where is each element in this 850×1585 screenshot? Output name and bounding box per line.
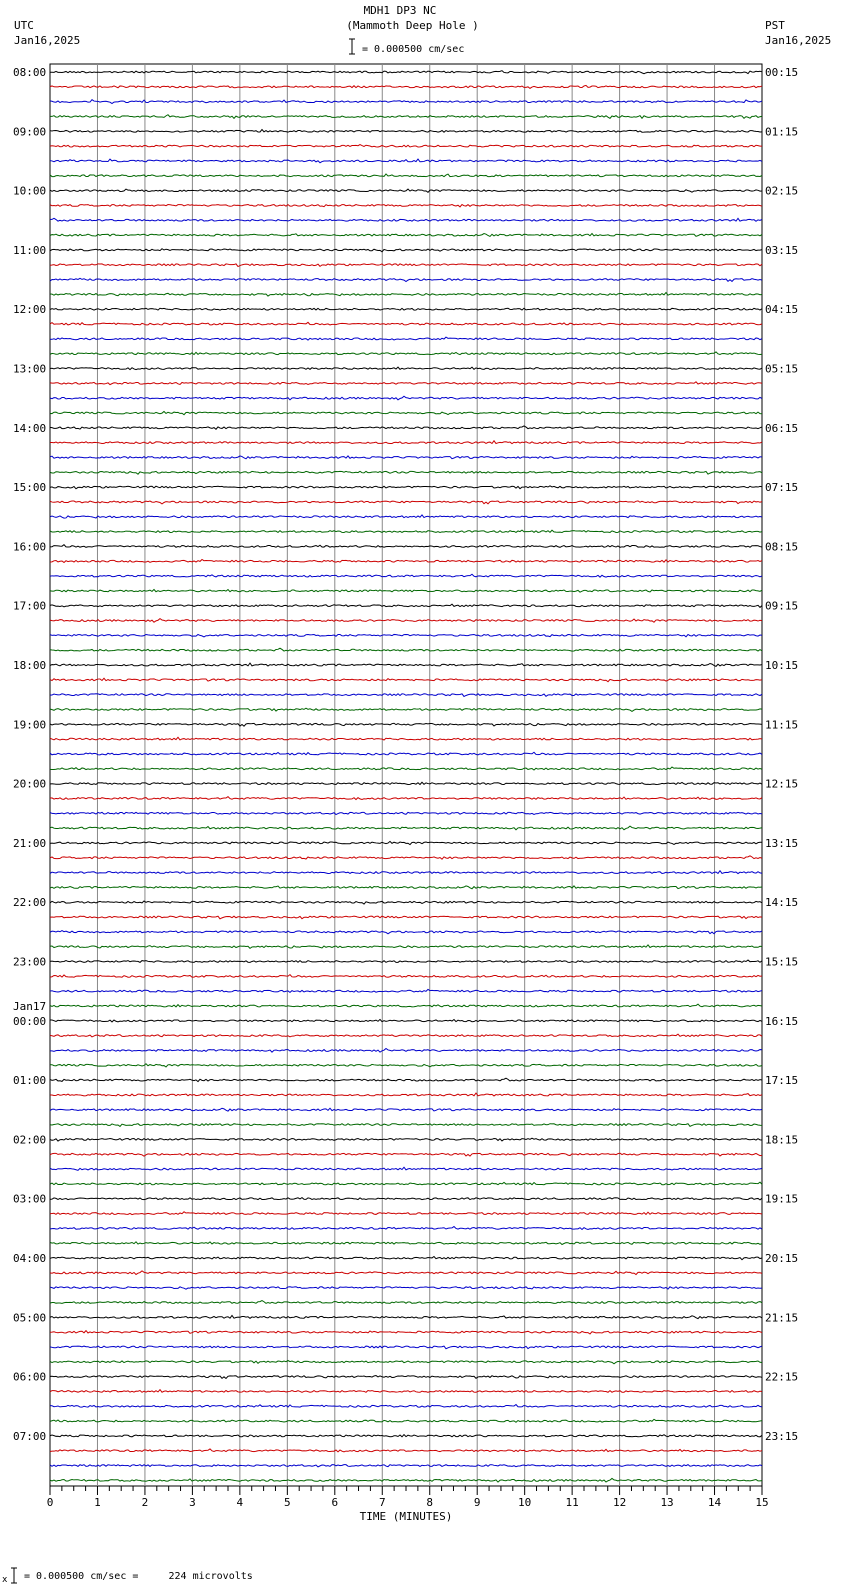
utc-hour-label: 22:00	[13, 896, 47, 910]
utc-hour-label: 15:00	[13, 481, 47, 495]
seismic-trace	[50, 441, 762, 444]
footer-mark: x	[2, 1575, 8, 1585]
utc-hour-label: 08:00	[13, 66, 47, 79]
pst-hour-label: 13:15	[765, 836, 799, 850]
utc-hour-label: 10:00	[13, 184, 47, 198]
pst-hour-label: 01:15	[765, 125, 799, 139]
utc-hour-label: 19:00	[13, 718, 47, 732]
x-axis-label: TIME (MINUTES)	[359, 1510, 453, 1523]
seismic-trace	[50, 604, 762, 607]
seismic-trace	[50, 797, 762, 800]
seismic-trace	[50, 1361, 762, 1364]
seismic-trace	[50, 471, 762, 474]
seismic-trace	[50, 1346, 762, 1349]
seismic-trace	[50, 145, 762, 147]
seismic-trace	[50, 886, 762, 889]
seismic-trace	[50, 1315, 762, 1318]
pst-hour-label: 15:15	[765, 955, 799, 969]
seismic-trace	[50, 916, 762, 919]
pst-hour-label: 04:15	[765, 303, 799, 317]
seismic-trace	[50, 767, 762, 770]
utc-hour-label: 00:00	[13, 1014, 47, 1028]
seismic-trace	[50, 100, 762, 104]
seismic-trace	[50, 1435, 762, 1437]
seismic-trace	[50, 737, 762, 740]
seismic-trace	[50, 456, 762, 459]
seismic-trace	[50, 826, 762, 830]
x-tick-label: 1	[94, 1496, 101, 1509]
seismic-trace	[50, 189, 762, 192]
seismic-trace	[50, 1182, 762, 1185]
seismic-trace	[50, 174, 762, 177]
pst-hour-label: 22:15	[765, 1370, 799, 1384]
seismic-trace	[50, 752, 762, 755]
seismic-trace	[50, 218, 762, 221]
seismic-trace	[50, 1227, 762, 1230]
pst-hour-label: 03:15	[765, 243, 799, 257]
seismic-trace	[50, 871, 762, 874]
seismic-trace	[50, 382, 762, 385]
seismic-trace	[50, 931, 762, 934]
seismic-trace	[50, 856, 762, 859]
seismic-trace	[50, 352, 762, 355]
pst-hour-label: 10:15	[765, 659, 799, 672]
seismic-trace	[50, 130, 762, 133]
utc-hour-label: 05:00	[13, 1311, 47, 1325]
pst-hour-label: 18:15	[765, 1133, 799, 1147]
seismic-trace	[50, 1405, 762, 1408]
seismic-trace	[50, 1256, 762, 1259]
pst-hour-label: 21:15	[765, 1311, 799, 1325]
utc-hour-label: 16:00	[13, 540, 47, 554]
pst-hour-label: 23:15	[765, 1429, 799, 1443]
seismic-trace	[50, 559, 762, 562]
utc-hour-label: 01:00	[13, 1074, 47, 1088]
seismic-trace	[50, 1287, 762, 1289]
seismic-trace	[50, 1212, 762, 1215]
pst-hour-label: 05:15	[765, 362, 799, 376]
seismic-trace	[50, 1093, 762, 1096]
seismic-trace	[50, 322, 762, 325]
seismic-trace	[50, 634, 762, 636]
seismic-trace	[50, 619, 762, 623]
x-tick-label: 0	[46, 1496, 54, 1509]
seismic-trace	[50, 574, 762, 577]
utc-hour-label: 04:00	[13, 1252, 47, 1265]
seismic-trace	[50, 678, 762, 681]
x-tick-label: 15	[755, 1496, 769, 1509]
seismic-trace	[50, 782, 762, 784]
utc-hour-label: 03:00	[13, 1192, 47, 1206]
site-title: (Mammoth Deep Hole )	[346, 19, 479, 32]
x-tick-label: 11	[565, 1496, 579, 1509]
seismic-trace	[50, 723, 762, 726]
utc-hour-label: 13:00	[13, 362, 47, 376]
pst-hour-label: 02:15	[765, 184, 799, 198]
seismic-trace	[50, 85, 762, 88]
seismic-trace	[50, 841, 762, 844]
x-tick-label: 12	[612, 1496, 627, 1509]
pst-hour-label: 08:15	[765, 540, 799, 554]
seismic-trace	[50, 1419, 762, 1422]
seismic-trace	[50, 989, 762, 992]
pst-hour-label: 09:15	[765, 599, 799, 613]
seismic-trace	[50, 694, 762, 697]
seismic-trace	[50, 264, 762, 267]
seismic-trace	[50, 278, 762, 281]
seismic-trace	[50, 411, 762, 414]
pst-hour-label: 06:15	[765, 421, 799, 435]
seismic-trace	[50, 249, 762, 252]
seismic-trace	[50, 1019, 762, 1022]
seismic-trace	[50, 975, 762, 978]
seismic-trace	[50, 945, 762, 949]
seismic-trace	[50, 589, 762, 592]
seismic-trace	[50, 1064, 762, 1067]
utc-hour-label: 14:00	[13, 421, 47, 435]
seismic-trace	[50, 1390, 762, 1393]
x-tick-label: 2	[141, 1496, 149, 1509]
x-tick-label: 8	[426, 1496, 434, 1509]
utc-hour-label: 17:00	[13, 599, 47, 613]
seismic-trace	[50, 205, 762, 207]
seismic-trace	[50, 71, 762, 74]
seismic-trace	[50, 1078, 762, 1081]
right-timezone: PST	[765, 19, 785, 32]
pst-hour-label: 00:15	[765, 66, 799, 79]
x-tick-label: 7	[378, 1496, 386, 1509]
pst-hour-label: 16:15	[765, 1014, 799, 1028]
seismic-trace	[50, 1271, 762, 1275]
utc-hour-label: 06:00	[13, 1370, 47, 1384]
seismic-trace	[50, 515, 762, 518]
seismic-trace	[50, 115, 762, 119]
pst-hour-label: 11:15	[765, 718, 799, 732]
utc-hour-label: 20:00	[13, 777, 47, 791]
x-tick-label: 4	[236, 1496, 244, 1509]
seismic-trace	[50, 396, 762, 400]
scale-label: = 0.000500 cm/sec	[362, 44, 465, 55]
seismic-trace	[50, 1242, 762, 1245]
utc-hour-label: 02:00	[13, 1133, 47, 1147]
utc-hour-label: 12:00	[13, 303, 47, 317]
seismic-trace	[50, 367, 762, 370]
x-tick-label: 10	[518, 1496, 532, 1509]
seismic-trace	[50, 501, 762, 504]
seismic-trace	[50, 1198, 762, 1200]
seismic-trace	[50, 1376, 762, 1379]
seismic-trace	[50, 1004, 762, 1007]
utc-hour-label: 09:00	[13, 125, 47, 139]
seismic-trace	[50, 1449, 762, 1452]
seismic-trace	[50, 486, 762, 489]
seismic-trace	[50, 812, 762, 814]
seismic-trace	[50, 159, 762, 163]
station-title: MDH1 DP3 NC	[363, 4, 437, 17]
seismic-trace	[50, 708, 762, 711]
seismic-trace	[50, 308, 762, 310]
seismic-trace	[50, 648, 762, 651]
seismic-trace	[50, 1465, 762, 1467]
seismic-trace	[50, 1331, 762, 1334]
x-tick-label: 5	[284, 1496, 291, 1509]
x-tick-label: 3	[189, 1496, 196, 1509]
utc-hour-label: 11:00	[13, 243, 47, 257]
utc-hour-label: 07:00	[13, 1429, 47, 1443]
seismic-trace	[50, 1049, 762, 1053]
left-date: Jan16,2025	[14, 34, 81, 47]
seismic-trace	[50, 1108, 762, 1111]
seismic-trace	[50, 337, 762, 340]
seismic-trace	[50, 545, 762, 548]
seismic-trace	[50, 530, 762, 532]
seismic-trace	[50, 1124, 762, 1127]
seismic-trace	[50, 293, 762, 297]
seismic-trace	[50, 960, 762, 962]
x-tick-label: 14	[707, 1496, 722, 1509]
pst-hour-label: 07:15	[765, 481, 799, 495]
x-tick-label: 9	[473, 1496, 481, 1509]
x-tick-label: 13	[660, 1496, 674, 1509]
footer-scale-bar-icon	[9, 1567, 19, 1585]
pst-hour-label: 20:15	[765, 1252, 799, 1265]
seismic-trace	[50, 426, 762, 429]
utc-hour-label: 23:00	[13, 955, 47, 969]
seismic-trace	[50, 1478, 762, 1482]
seismic-trace	[50, 234, 762, 237]
seismic-trace	[50, 1167, 762, 1170]
left-timezone: UTC	[14, 19, 34, 32]
utc-hour-label: 21:00	[13, 836, 47, 850]
utc-hour-label: 18:00	[13, 659, 47, 672]
seismic-trace	[50, 901, 762, 904]
seismic-trace	[50, 1034, 762, 1037]
x-tick-label: 6	[331, 1496, 339, 1509]
pst-hour-label: 17:15	[765, 1074, 799, 1088]
seismic-trace	[50, 663, 762, 666]
seismic-trace	[50, 1138, 762, 1141]
footer-scale-label: = 0.000500 cm/sec = 224 microvolts	[24, 1571, 253, 1582]
date-change-label: Jan17	[13, 999, 47, 1013]
seismic-trace	[50, 1301, 762, 1304]
pst-hour-label: 14:15	[765, 896, 799, 910]
right-date: Jan16,2025	[765, 34, 832, 47]
pst-hour-label: 12:15	[765, 777, 799, 791]
seismic-trace	[50, 1153, 762, 1156]
pst-hour-label: 19:15	[765, 1192, 799, 1206]
